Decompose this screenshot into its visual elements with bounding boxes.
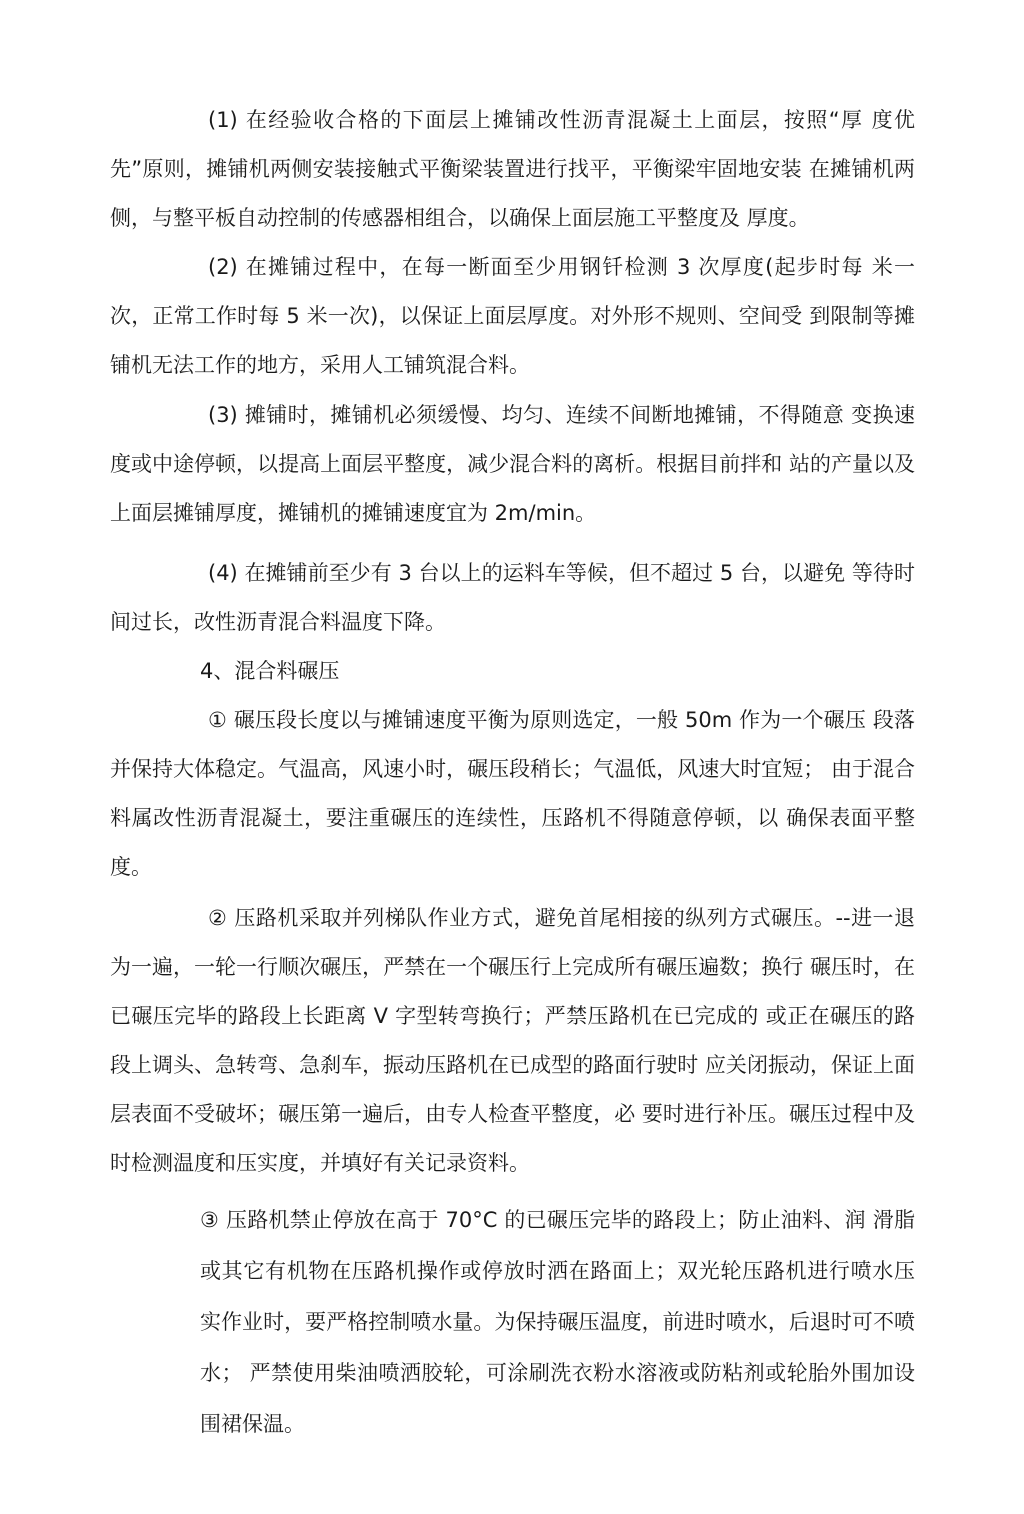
paragraph-text: ② 压路机采取并列梯队作业方式，避免首尾相接的纵列方式碾压。--进一退为一遍，一轮一行顺次碾压，严禁在一个碾压行上完成所有碾压遍数；换行 碾压时，在已碾压完毕的路段上长距离 V 字型转弯换行；严禁压路机在已完成的 或正在碾压的路段上调头、急转弯、急刹车，振动压路机在已成型的路面行驶时 应关闭振动，保证上面层表面不受破坏；碾压第一遍后，由专人检查平整度，必 要时进行补压。碾压过程中及时检测温度和压实度，并填好有关记录资料。 bbox=[110, 906, 915, 1175]
section-heading-rolling bbox=[110, 647, 915, 696]
paragraph-text: ① 碾压段长度以与摊铺速度平衡为原则选定，一般 50m 作为一个碾压 段落并保持大体稳定。气温高，风速小时，碾压段稍长；气温低，风速大时宜短； 由于混合料属改性沥青混凝土，要注重碾压的连续性，压路机不得随意停顿，以 确保表面平整度。 bbox=[110, 708, 915, 879]
paragraph-text: (3) 摊铺时，摊铺机必须缓慢、均匀、连续不间断地摊铺，不得随意 变换速度或中途停顿，以提高上面层平整度，减少混合料的离析。根据目前拌和 站的产量以及上面层摊铺厚度，摊铺机的摊铺速度宜为 2m/min。 bbox=[110, 403, 915, 525]
paragraph-spreading-2 bbox=[110, 243, 915, 390]
paragraph-text: (1) 在经验收合格的下面层上摊铺改性沥青混凝土上面层，按照“厚 度优先”原则，摊铺机两侧安装接触式平衡梁装置进行找平，平衡梁牢固地安装 在摊铺机两侧，与整平板自动控制的传感器相组合，以确保上面层施工平整度及 厚度。 bbox=[110, 108, 915, 230]
paragraph-spreading-1 bbox=[110, 96, 915, 243]
section-heading-text: 4、混合料碾压 bbox=[200, 659, 340, 683]
paragraph-text: (4) 在摊铺前至少有 3 台以上的运料车等候，但不超过 5 台，以避免 等待时间过长，改性沥青混合料温度下降。 bbox=[110, 561, 915, 634]
paragraph-rolling-3 bbox=[200, 1195, 915, 1450]
paragraph-rolling-2 bbox=[110, 894, 915, 1188]
paragraph-rolling-1 bbox=[110, 696, 915, 892]
paragraph-spreading-4 bbox=[110, 549, 915, 647]
paragraph-spreading-3 bbox=[110, 391, 915, 538]
paragraph-text: (2) 在摊铺过程中，在每一断面至少用钢钎检测 3 次厚度(起步时每 米一次，正常工作时每 5 米一次)，以保证上面层厚度。对外形不规则、空间受 到限制等摊铺机无法工作的地方，采用人工铺筑混合料。 bbox=[110, 255, 915, 377]
paragraph-text: ③ 压路机禁止停放在高于 70°C 的已碾压完毕的路段上；防止油料、润 滑脂或其它有机物在压路机操作或停放时洒在路面上；双光轮压路机进行喷水压 实作业时，要严格控制喷水量。为保持碾压温度，前进时喷水，后退时可不喷水； 严禁使用柴油喷洒胶轮，可涂刷洗衣粉水溶液或防粘剂或轮胎外围加设围裙保温。 bbox=[200, 1208, 915, 1436]
